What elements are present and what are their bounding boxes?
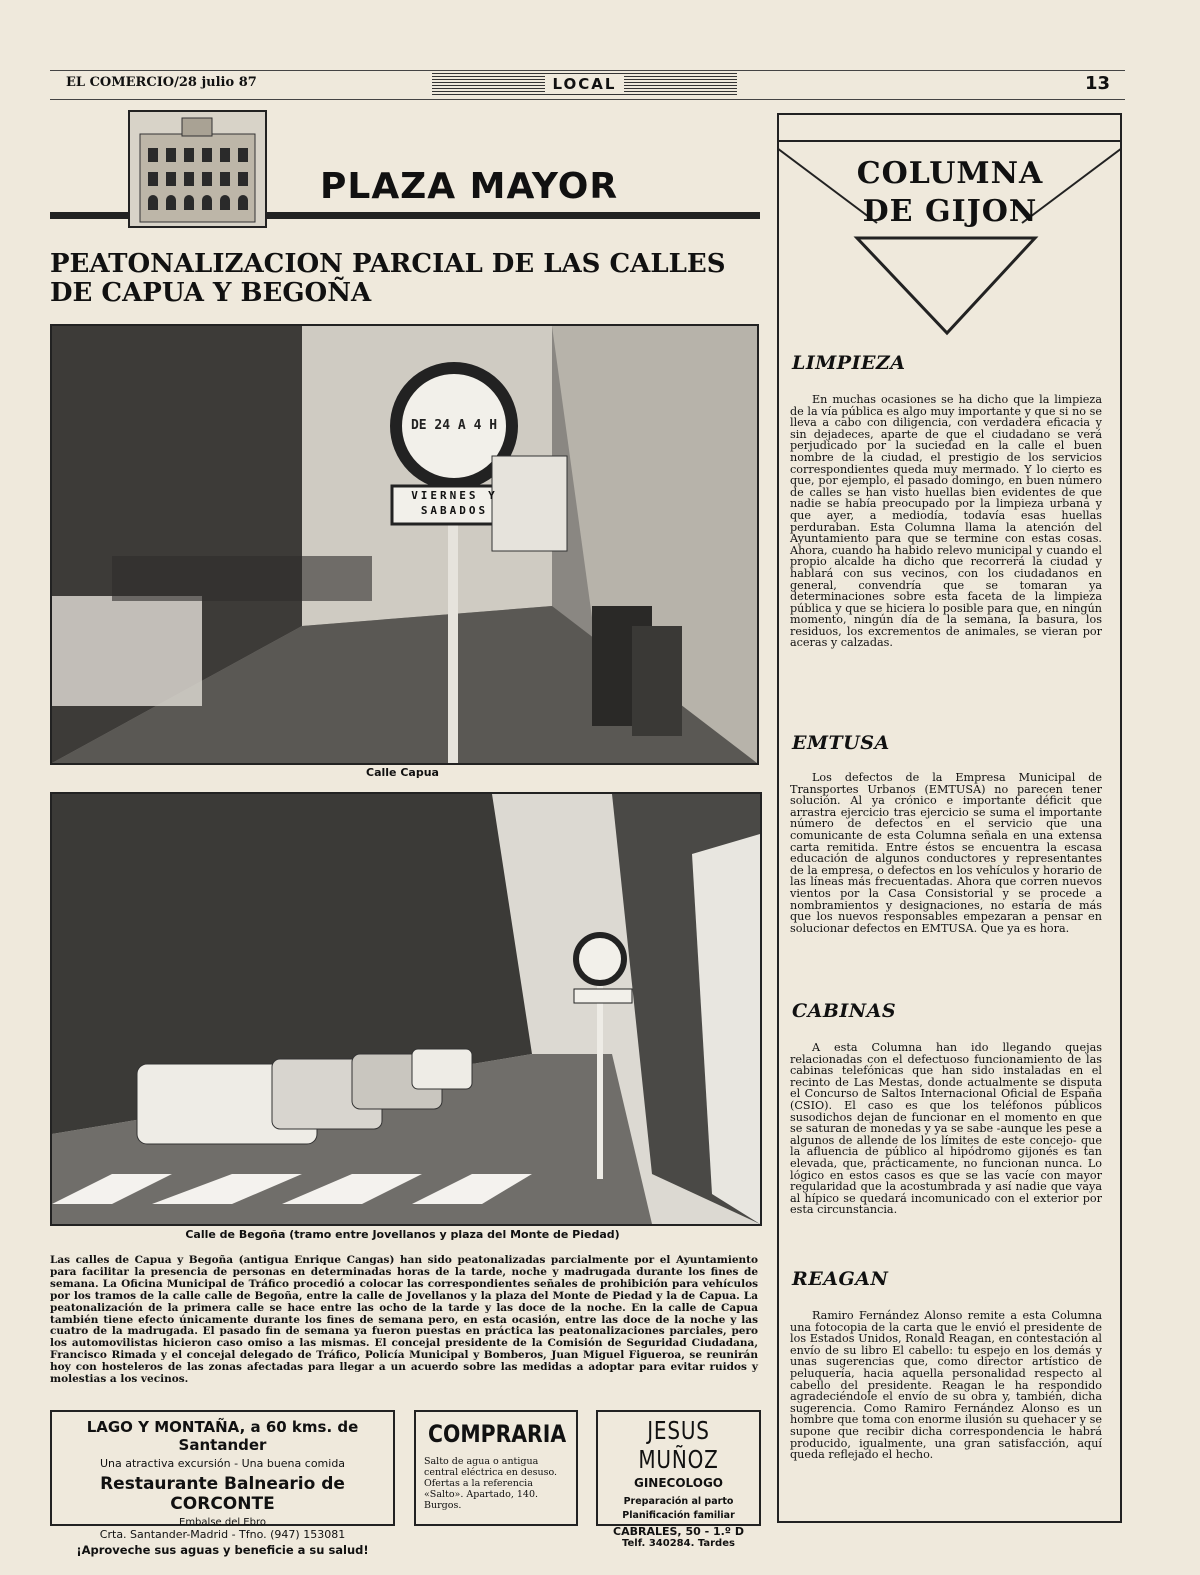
photo-calle-capua: [50, 324, 759, 765]
sign-days: VIERNES Y SABADOS: [411, 489, 498, 517]
ad-compraria: [414, 1410, 578, 1526]
ad-corconte-line6: ¡Aproveche sus aguas y beneficie a su salud!: [76, 1543, 369, 1557]
ad-munoz-line4: Telf. 340284. Tardes: [622, 1538, 735, 1549]
page-number: 13: [1085, 73, 1111, 94]
article-headline: PEATONALIZACION PARCIAL DE LAS CALLES DE CAPUA Y BEGOÑA: [50, 249, 726, 308]
ad-munoz-name: JESUS MUÑOZ: [638, 1416, 719, 1474]
article-body: Las calles de Capua y Begoña (antigua Enrique Cangas) han sido peatonalizadas parcialmente por el Ayuntamiento para facilitar la presencia de personas en determinadas horas de la tarde, noche y madrugada durante los fines de semana. La Oficina Municipal de Tráfico procedió a colocar las correspondientes señales de prohibición para vehículos por los tramos de la calle calle de Begoña, entre la calle de Jovellanos y la plaza del Monte de Piedad y la de Capua. La peatonalización de la primera calle se hace entre las ocho de la tarde y las doce de la noche. En la calle de Capua también tiene efecto únicamente durante los fines de semana pero, en esta ocasión, entre las doce de la noche y las cuatro de la madrugada. El pasado fin de semana ya fueron puestas en práctica las peatonalizaciones parciales, pero los automovilistas hicieron caso omiso a las mismas. El concejal presidente de la Comisión de Seguridad Ciudadana, Francisco Rimada y el concejal delegado de Tráfico, Policía Municipal y Bomberos, Juan Miguel Figueroa, se reunirán hoy con hosteleros de las zonas afectadas para llegar a un acuerdo sobre las medidas a adoptar para evitar ruidos y molestias a los vecinos.: [50, 1254, 758, 1386]
column-logo-graphic: [777, 113, 1122, 353]
ad-corconte-line4: Embalse del Ebro: [179, 1517, 266, 1528]
sign-hours: DE 24 A 4 H: [410, 418, 498, 433]
plaza-mayor-illustration: [128, 110, 267, 228]
ad-munoz-line1: Preparación al parto: [623, 1496, 734, 1507]
section-label-box: [432, 73, 737, 95]
caption-photo1: Calle Capua: [366, 766, 439, 779]
section-heading-cabinas: CABINAS: [792, 1000, 897, 1022]
caption-photo2: Calle de Begoña (tramo entre Jovellanos y plaza del Monte de Piedad): [185, 1228, 620, 1241]
section-text-cabinas: A esta Columna han ido llegando quejas relacionadas con el defectuoso funcionamiento de las cabinas telefónicas que han sido instaladas en el recinto de Las Mestas, donde actualmente se disputa el Concurso de Saltos Internacional Oficial de España (CSIO). El caso es que los teléfonos públicos susodichos dejan de funcionar en el momento en que se saturan de monedas y ya se sabe -aunque les pese a algunos de allende de los límites de este concejo- que la afluencia de público al hipódromo gijonés es tan elevada, que, prácticamente, no funcionan nunca. Lo lógico en estos casos es que se las vacíe con mayor regularidad que la acostumbrada y así nadie que vaya al hípico se quedará incomunicado con el exterior por esta circunstancia.: [790, 1041, 1102, 1217]
ad-corconte: [50, 1410, 395, 1557]
ad-corconte-line2: Una atractiva excursión - Una buena comida: [99, 1457, 346, 1470]
section-heading-reagan: REAGAN: [792, 1268, 889, 1290]
newspaper-date: EL COMERCIO/28 julio 87: [66, 75, 257, 90]
column-title-line2: DE GIJON: [862, 194, 1038, 229]
ad-corconte-line5: Crta. Santander-Madrid - Tfno. (947) 153081: [99, 1528, 346, 1541]
ad-munoz-role: GINECOLOGO: [633, 1476, 724, 1490]
section-text-limpieza: En muchas ocasiones se ha dicho que la limpieza de la vía pública es algo muy importante y que si no se lleva a cabo con diligencia, con verdadera eficacia y sin dejadeces, aparte de que el ciudadano se verá perjudicado por la suciedad en la calle el buen nombre de la ciudad, el prestigio de los servicios correspondientes queda muy mermado. Y lo cierto es que, por ejemplo, el pasado domingo, en buen número de calles se han visto huellas bien evidentes de que nadie se había preocupado por la limpieza urbana y que ayer, a mediodía, todavía esas huellas perduraban. Esta Columna llama la atención del Ayuntamiento para que se termine con estas cosas. Ahora, cuando ha habido relevo municipal y cuando el propio alcalde ha dicho que recorrerá la ciudad y hablará con sus vecinos, con los ciudadanos en general, convendría que se tomaran ya determinaciones sobre esta faceta de la limpieza pública y que se hiciera lo posible para que, en ningún momento, ningún día de la semana, la basura, los residuos, los excrementos de animales, se vieran por aceras y calzadas.: [790, 393, 1102, 650]
ad-corconte-line3: Restaurante Balneario de CORCONTE: [100, 1474, 345, 1514]
section-label: LOCAL: [545, 75, 625, 93]
section-text-emtusa: Los defectos de la Empresa Municipal de Transportes Urbanos (EMTUSA) no parecen tener solución. Al ya crónico e importante déficit que arrastra ejercicio tras ejercicio se suma el importante número de defectos en el servicio que una comunicante de esta Columna señala en una extensa carta remitida. Entre éstos se encuentra la escasa educación de algunos conductores y representantes de la empresa, o defectos en los vehículos y horario de las líneas más frecuentadas. Ahora que corren nuevos vientos por la Casa Consistorial y se procede a nombramientos y designaciones, no estaría de más que los nuevos responsables empezaran a pensar en solucionar defectos en EMTUSA. Que ya es hora.: [790, 771, 1102, 935]
section-text-reagan: Ramiro Fernández Alonso remite a esta Columna una fotocopia de la carta que le envió el presidente de los Estados Unidos, Ronald Reagan, en contestación al envío de su libro El cabello: tu espejo en los demás y unas sugerencias que, como director artístico de peluquería, hacia aquella personalidad respecto al cabello del presidente. Reagan le ha respondido agradeciéndole el envío de su obra y, también, dicha sugerencia. Como Ramiro Fernández Alonso es un hombre que toma con enorme ilusión su quehacer y se supone que recibir dicha correspondencia le habrá producido, igualmente, una gran satisfacción, aquí queda reflejado el hecho.: [790, 1309, 1102, 1462]
ad-compraria-title: COMPRARIA: [428, 1420, 567, 1448]
banner-title: PLAZA MAYOR: [320, 166, 619, 207]
ad-corconte-line1: LAGO Y MONTAÑA, a 60 kms. de Santander: [86, 1418, 359, 1454]
ad-munoz-line3: CABRALES, 50 - 1.º D: [613, 1525, 744, 1538]
ad-jesus-munoz: [596, 1410, 761, 1549]
section-heading-limpieza: LIMPIEZA: [792, 352, 906, 374]
ad-munoz-line2: Planificación familiar: [622, 1510, 735, 1521]
section-heading-emtusa: EMTUSA: [792, 732, 890, 754]
ad-compraria-text: Salto de agua o antigua central eléctrica en desuso. Ofertas a la referencia «Salto». Apartado, 140. Burgos.: [424, 1456, 558, 1511]
column-title: [800, 155, 1100, 231]
photo-calle-begona: [50, 792, 762, 1226]
column-title-line1: COLUMNA: [856, 156, 1044, 191]
